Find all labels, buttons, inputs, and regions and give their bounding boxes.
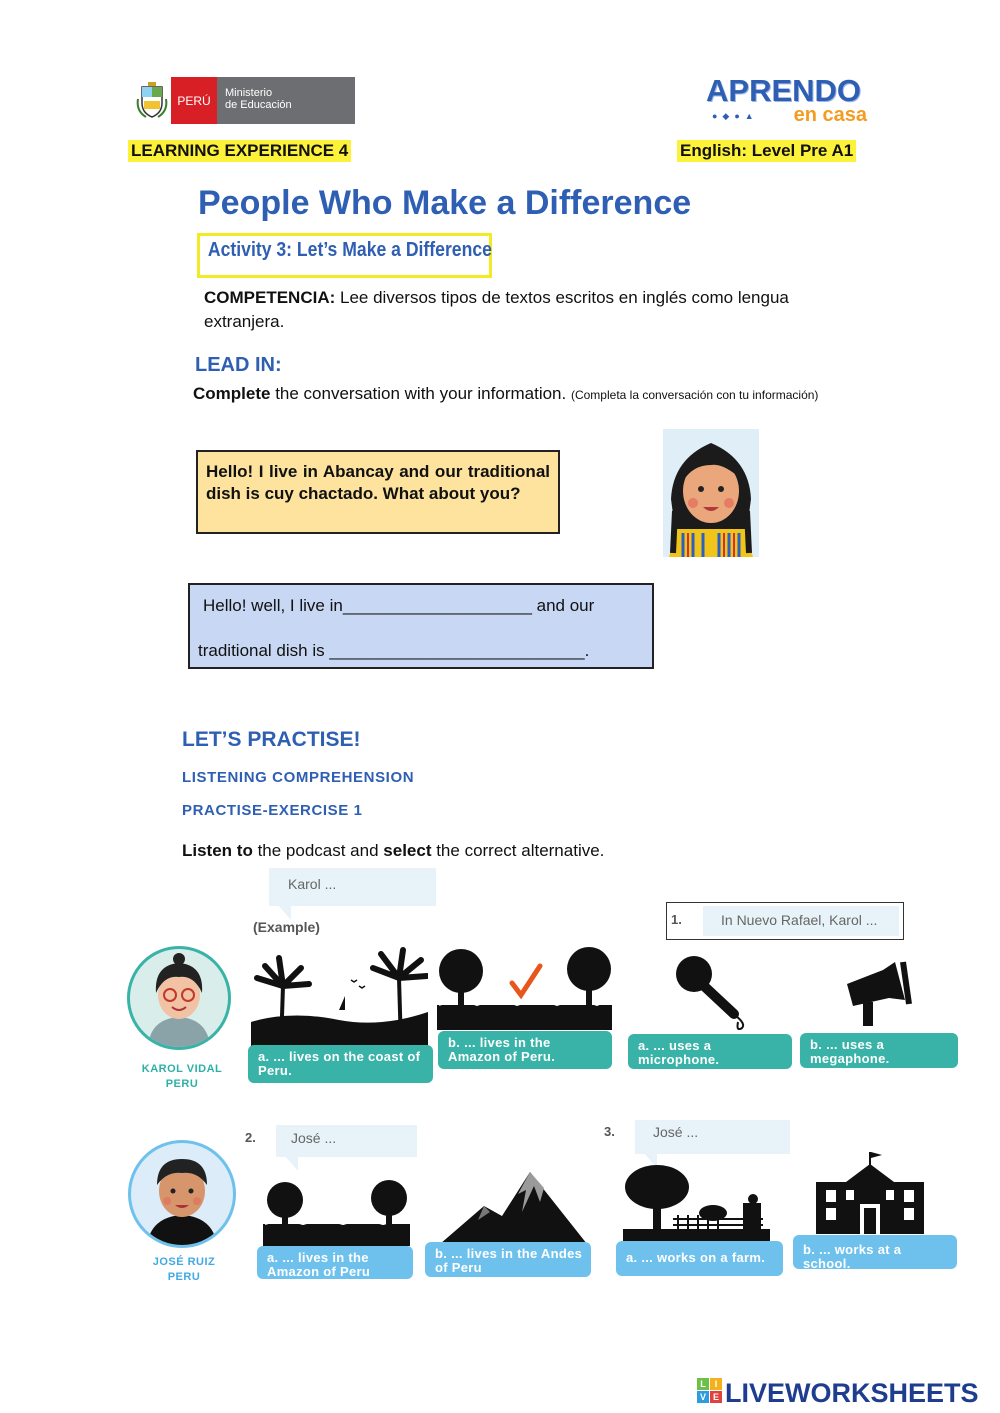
microphone-icon xyxy=(672,952,754,1030)
coast-silhouette-icon xyxy=(251,946,428,1046)
karol-avatar xyxy=(127,946,231,1050)
coat-of-arms-icon xyxy=(133,77,171,124)
liveworksheets-mark-icon: L I V E xyxy=(697,1378,723,1404)
example-option-a[interactable]: a. ... lives on the coast of Peru. xyxy=(248,1045,433,1083)
question-2-option-a[interactable]: a. ... lives in the Amazon of Peru xyxy=(257,1246,413,1279)
page-title: People Who Make a Difference xyxy=(198,184,692,222)
question-2-number: 2. xyxy=(245,1130,256,1145)
amazon-silhouette-2-icon xyxy=(263,1180,410,1246)
example-option-b[interactable]: b. ... lives in the Amazon of Peru. xyxy=(438,1031,612,1069)
question-1-bubble: In Nuevo Rafael, Karol ... xyxy=(703,906,899,936)
school-building-icon xyxy=(816,1152,924,1234)
listening-heading: LISTENING COMPREHENSION xyxy=(182,769,415,786)
learning-experience-tag: LEARNING EXPERIENCE 4 xyxy=(128,140,351,162)
exercise-heading: PRACTISE-EXERCISE 1 xyxy=(182,802,363,819)
question-1-option-b[interactable]: b. ... uses a megaphone. xyxy=(800,1033,958,1068)
question-3-option-b[interactable]: b. ... works at a school. xyxy=(793,1235,957,1269)
reply-line-1[interactable]: Hello! well, I live in____________________ and our xyxy=(203,596,595,615)
megaphone-icon xyxy=(843,960,913,1030)
country-label: PERÚ xyxy=(171,77,217,124)
girl-illustration xyxy=(663,429,759,557)
ministry-logo xyxy=(133,77,355,124)
lead-in-instruction: Complete the conversation with your information. (Completa la conversación con tu información) xyxy=(193,384,819,403)
liveworksheets-logo xyxy=(697,1378,979,1409)
level-tag: English: Level Pre A1 xyxy=(677,140,856,162)
question-1-option-a[interactable]: a. ... uses a microphone. xyxy=(628,1034,792,1069)
checkmark-icon xyxy=(509,963,543,999)
example-label: (Example) xyxy=(253,919,320,935)
question-2-option-b[interactable]: b. ... lives in the Andes of Peru xyxy=(425,1242,591,1277)
activity-title: Activity 3: Let’s Make a Difference xyxy=(207,239,492,261)
karol-caption: KAROL VIDAL PERU xyxy=(141,1063,223,1090)
exercise-instruction: Listen to the podcast and select the correct alternative. xyxy=(182,841,605,860)
aprendo-en-casa-logo xyxy=(706,73,871,126)
liveworksheets-text: LIVEWORKSHEETS xyxy=(725,1378,979,1408)
reply-box[interactable] xyxy=(188,583,654,669)
ministry-name: Ministerio de Educación xyxy=(217,77,355,124)
brand-line-2: en casa xyxy=(793,104,867,126)
brand-line-1: APRENDO xyxy=(706,73,862,108)
brand-dots-icon: ●◆●▲ xyxy=(712,111,759,121)
question-3-number: 3. xyxy=(604,1124,615,1139)
question-3-bubble: José ... xyxy=(635,1120,790,1154)
farm-silhouette-icon xyxy=(623,1163,770,1241)
karol-bubble: Karol ... xyxy=(269,868,436,906)
question-2-bubble: José ... xyxy=(276,1125,417,1157)
reply-line-2[interactable]: traditional dish is ___________________________. xyxy=(198,641,590,660)
question-1-number: 1. xyxy=(671,912,682,927)
activity-box xyxy=(197,233,492,278)
competencia: COMPETENCIA: Lee diversos tipos de textos escritos en inglés como lengua extranjera. xyxy=(204,288,789,331)
question-3-option-a[interactable]: a. ... works on a farm. xyxy=(616,1241,783,1276)
question-1-box xyxy=(666,902,904,940)
practise-heading: LET’S PRACTISE! xyxy=(182,728,361,751)
lead-in-heading: LEAD IN: xyxy=(195,354,282,376)
jose-avatar xyxy=(128,1140,236,1248)
jose-caption: JOSÉ RUIZ PERU xyxy=(152,1256,216,1283)
girl-message-box: Hello! I live in Abancay and our traditional dish is cuy chactado. What about you? xyxy=(196,450,560,534)
andes-mountain-icon xyxy=(440,1168,587,1244)
